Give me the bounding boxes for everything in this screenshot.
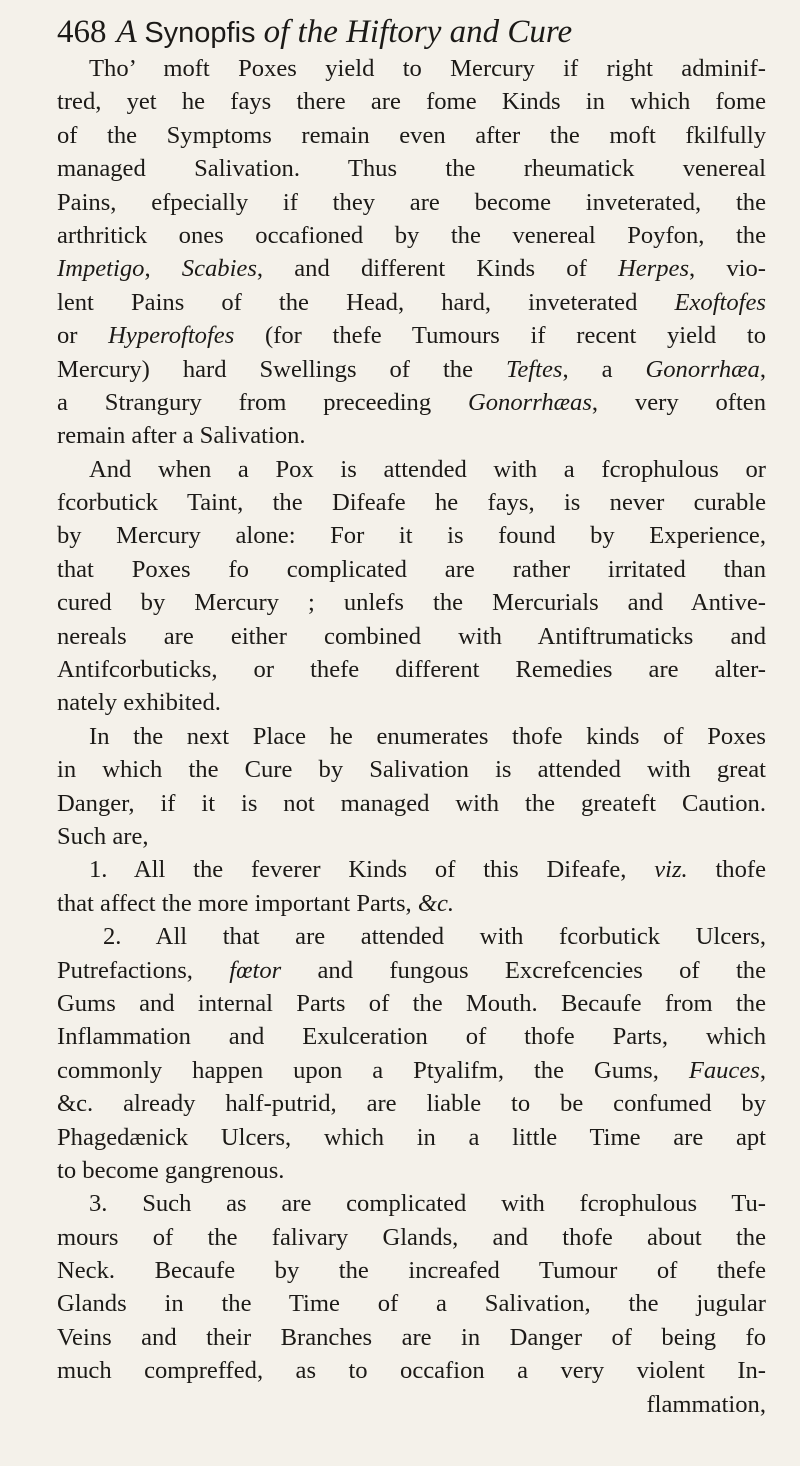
text-segment: tred, yet he fays there are fome Kinds in which fome <box>57 88 766 116</box>
italic-term: Gonorrhæa <box>645 355 760 383</box>
text-line <box>57 620 766 653</box>
text-segment: managed Salivation. Thus the rheumatick venereal <box>57 155 766 183</box>
italic-term: Herpes <box>618 255 690 283</box>
text-line <box>57 720 766 753</box>
text-segment: 2. All that are attended with fcorbutick Ulcers, <box>103 923 766 951</box>
italic-term: Scabies <box>181 255 257 283</box>
text-segment: , very often <box>591 388 767 416</box>
text-line <box>57 152 766 185</box>
italic-term: &c. <box>417 889 455 917</box>
text-line <box>57 1187 766 1220</box>
running-title-part: A <box>116 14 145 50</box>
text-segment: Putrefactions, <box>57 956 230 984</box>
text-segment: to become gangrenous. <box>57 1156 285 1184</box>
text-segment: lent Pains of the Head, hard, inveterated <box>57 288 675 316</box>
text-line <box>57 1354 766 1387</box>
text-segment: cured by Mercury ; unlefs the Mercurials and Antive- <box>57 589 766 617</box>
italic-term: viz. <box>654 856 688 884</box>
text-line <box>57 920 766 953</box>
body-text <box>57 52 766 1421</box>
text-line <box>57 319 766 352</box>
text-line <box>57 85 766 118</box>
text-segment: , vio- <box>689 255 767 283</box>
text-line <box>57 1254 766 1287</box>
text-segment: mours of the falivary Glands, and thofe about the <box>57 1223 766 1251</box>
text-segment: &c. already half-putrid, are liable to be confumed by <box>57 1090 766 1118</box>
text-segment: Veins and their Branches are in Danger of being fo <box>57 1323 766 1351</box>
text-line <box>57 52 766 85</box>
italic-term: Impetigo <box>57 255 145 283</box>
text-segment: fcorbutick Taint, the Difeafe he fays, is never curable <box>57 489 766 517</box>
text-line <box>57 1087 766 1120</box>
text-line <box>57 853 766 886</box>
text-segment: or <box>57 322 109 350</box>
text-line <box>57 987 766 1020</box>
text-line <box>57 486 766 519</box>
text-line <box>57 586 766 619</box>
text-segment: commonly happen upon a Ptyalifm, the Gums, <box>57 1056 689 1084</box>
text-line <box>57 820 766 853</box>
text-line <box>57 453 766 486</box>
text-segment: Pains, efpecially if they are become inveterated, the <box>57 188 766 216</box>
text-line <box>57 353 766 386</box>
text-segment: that Poxes fo complicated are rather irritated than <box>57 555 766 583</box>
text-line <box>57 553 766 586</box>
text-segment: 3. Such as are complicated with fcrophulous Tu- <box>89 1190 766 1218</box>
text-segment: and fungous Excrefcencies of the <box>281 956 766 984</box>
text-segment: remain after a Salivation. <box>57 422 306 450</box>
text-segment: flammation, <box>646 1390 766 1418</box>
text-segment: In the next Place he enumerates thofe kinds of Poxes <box>89 722 766 750</box>
text-segment: by Mercury alone: For it is found by Experience, <box>57 522 766 550</box>
text-segment: in which the Cure by Salivation is attended with great <box>57 756 766 784</box>
text-segment: Neck. Becaufe by the increafed Tumour of thefe <box>57 1257 766 1285</box>
text-segment: And when a Pox is attended with a fcrophulous or <box>89 455 766 483</box>
text-line <box>57 1154 766 1187</box>
italic-term: Teftes <box>505 355 563 383</box>
text-segment: Such are, <box>57 822 149 850</box>
text-line <box>57 119 766 152</box>
text-segment: , <box>144 255 182 283</box>
italic-term: Hyperoftofes <box>108 322 235 350</box>
text-segment: Inflammation and Exulceration of thofe Parts, which <box>57 1023 766 1051</box>
text-segment: arthritick ones occafioned by the venereal Poyfon, the <box>57 221 766 249</box>
page-number: 468 <box>57 14 107 50</box>
text-line <box>57 186 766 219</box>
text-line <box>57 286 766 319</box>
text-segment: nereals are either combined with Antiftrumaticks and <box>57 622 766 650</box>
text-segment: , <box>759 1056 766 1084</box>
text-line <box>57 1321 766 1354</box>
running-title-part: Synopfis <box>144 17 264 49</box>
text-line <box>57 753 766 786</box>
text-segment: Tho’ moft Poxes yield to Mercury if right adminif- <box>89 55 766 82</box>
text-line <box>57 787 766 820</box>
italic-term: fœtor <box>229 956 282 984</box>
text-segment: nately exhibited. <box>57 689 221 717</box>
running-title-part: of the Hiftory and Cure <box>263 14 573 50</box>
text-line <box>57 1388 766 1421</box>
running-head <box>57 12 766 52</box>
text-segment: Glands in the Time of a Salivation, the jugular <box>57 1290 766 1318</box>
text-line <box>57 954 766 987</box>
text-segment: , <box>759 355 766 383</box>
text-segment: 1. All the feverer Kinds of this Difeafe, <box>89 856 655 884</box>
text-segment: that affect the more important Parts, <box>57 889 418 917</box>
italic-term: Exoftofes <box>674 288 766 316</box>
text-line <box>57 386 766 419</box>
text-segment: , and different Kinds of <box>256 255 618 283</box>
text-segment: Antifcorbuticks, or thefe different Remedies are alter- <box>57 656 766 684</box>
text-line <box>57 1121 766 1154</box>
text-line <box>57 219 766 252</box>
italic-term: Fauces <box>688 1056 760 1084</box>
text-segment: a Strangury from preceeding <box>57 388 468 416</box>
text-line <box>57 1287 766 1320</box>
text-line <box>57 1020 766 1053</box>
text-segment: of the Symptoms remain even after the moft fkilfully <box>57 121 766 149</box>
text-segment: (for thefe Tumours if recent yield to <box>234 322 766 350</box>
text-line <box>57 887 766 920</box>
text-segment: , a <box>562 355 646 383</box>
running-title <box>117 14 573 50</box>
text-line <box>57 686 766 719</box>
text-line <box>57 1054 766 1087</box>
text-segment: Phagedænick Ulcers, which in a little Time are apt <box>57 1123 766 1151</box>
text-segment: Mercury) hard Swellings of the <box>57 355 506 383</box>
text-line <box>57 519 766 552</box>
italic-term: Gonorrhæas <box>468 388 592 416</box>
text-segment: Danger, if it is not managed with the greateft Caution. <box>57 789 766 817</box>
text-line <box>57 419 766 452</box>
text-line <box>57 653 766 686</box>
text-segment: thofe <box>687 856 767 884</box>
text-line <box>57 1221 766 1254</box>
text-segment: much compreffed, as to occafion a very violent In- <box>57 1357 766 1385</box>
text-segment: Gums and internal Parts of the Mouth. Becaufe from the <box>57 989 766 1017</box>
text-line <box>57 252 766 285</box>
